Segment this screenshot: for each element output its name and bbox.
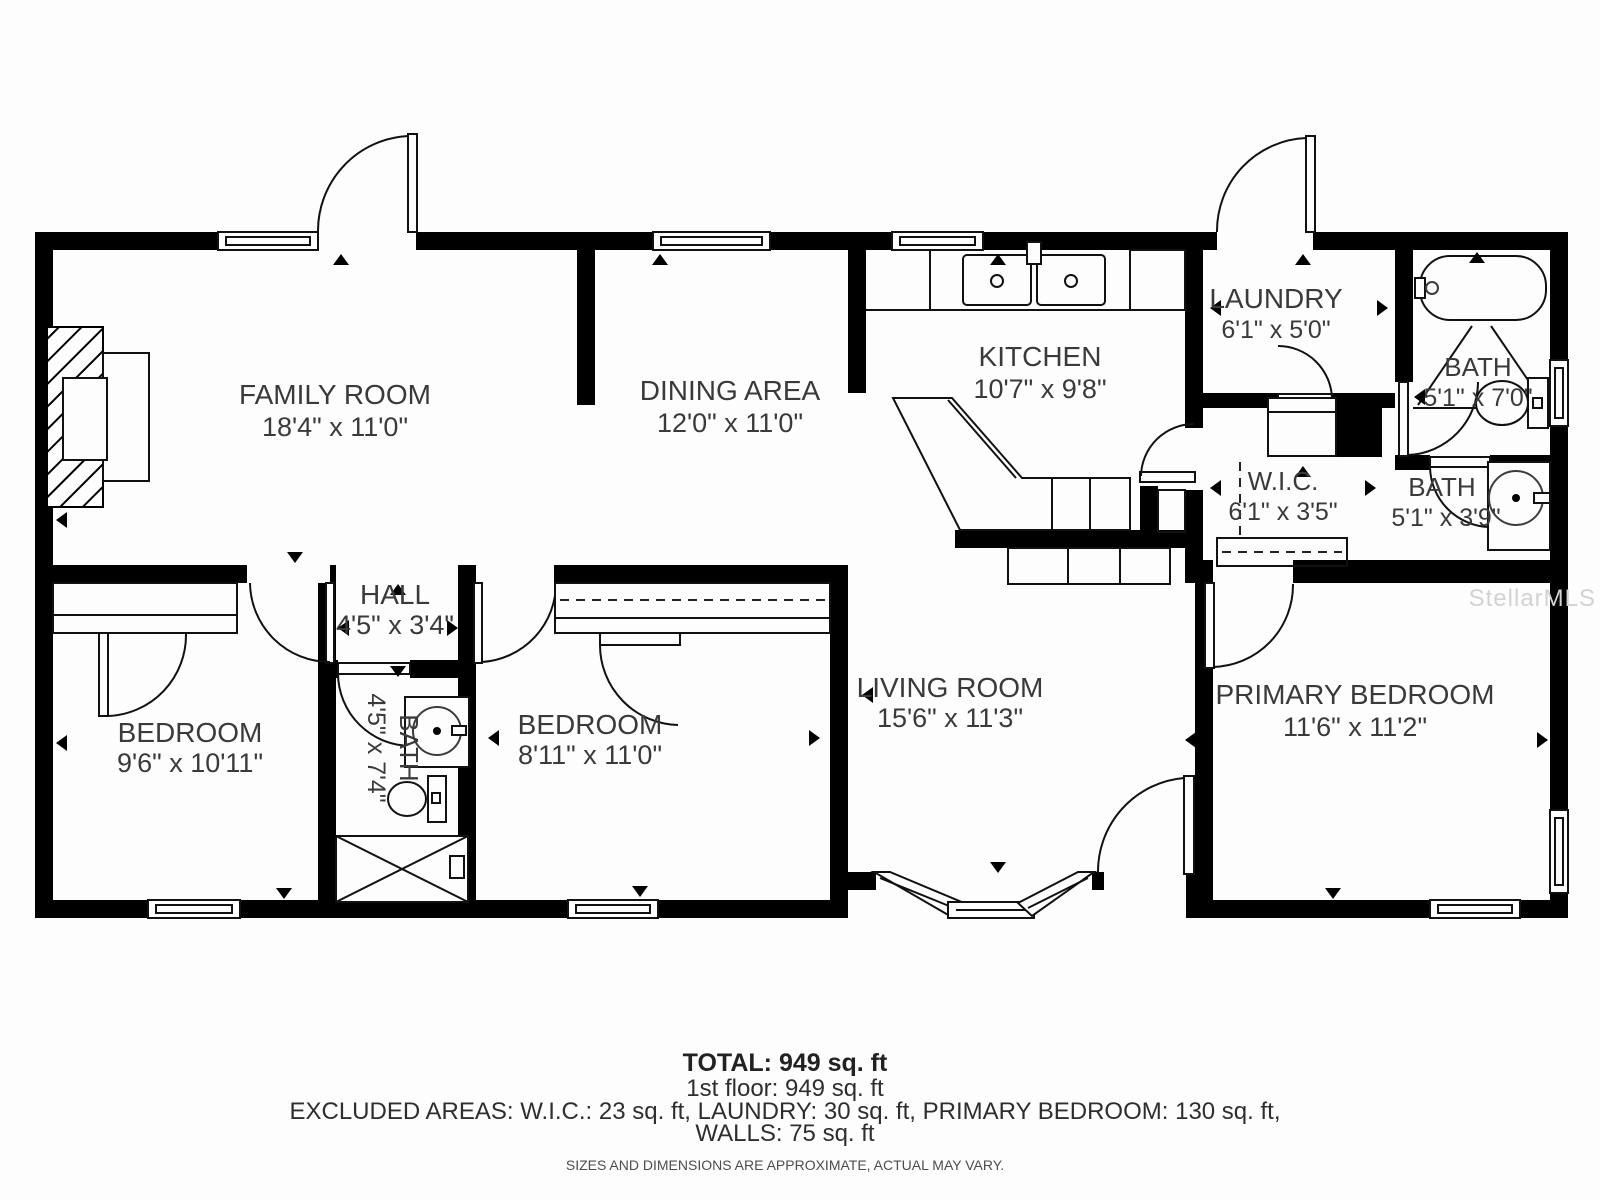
bedroom1-closet-door	[99, 633, 186, 716]
room-dims-kitchen: 10'7" x 9'8"	[973, 374, 1107, 404]
window	[653, 232, 770, 250]
summary-disclaimer: SIZES AND DIMENSIONS ARE APPROXIMATE, ACTUAL MAY VARY.	[565, 1157, 1005, 1173]
room-label-bath2: BATH	[1408, 472, 1476, 502]
room-dims-bath3: 4'5" x 7'4"	[362, 693, 390, 803]
primary-bedroom-door	[1205, 583, 1293, 668]
front-door	[318, 134, 417, 232]
window	[1430, 900, 1520, 918]
room-dims-bedroom1: 9'6" x 10'11"	[116, 748, 264, 778]
room-label-kitchen: KITCHEN	[978, 341, 1102, 372]
window	[148, 900, 240, 918]
summary-total: TOTAL: 949 sq. ft	[682, 1049, 888, 1077]
window	[892, 232, 983, 250]
washer-dryer-icon	[1268, 398, 1336, 456]
hall-bath-toilet-icon	[388, 776, 446, 822]
summary-block	[289, 1049, 1280, 1173]
window	[1550, 360, 1568, 426]
room-dims-bath2: 5'1" x 3'9"	[1391, 504, 1501, 532]
entry-door-laundry	[1217, 136, 1315, 232]
room-dims-bedroom2: 8'11" x 11'0"	[517, 740, 663, 770]
room-dims-family: 18'4" x 11'0"	[261, 412, 409, 442]
room-dims-laundry: 6'1" x 5'0"	[1221, 316, 1331, 344]
room-dims-bath1: 5'1" x 7'0"	[1423, 384, 1533, 412]
room-dims-living: 15'6" x 11'3"	[876, 703, 1024, 733]
room-label-dining: DINING AREA	[639, 375, 821, 406]
laundry-door	[1278, 346, 1333, 404]
bedroom2-door	[474, 583, 556, 663]
summary-excluded: EXCLUDED AREAS: W.I.C.: 23 sq. ft, LAUNDRY: 30 sq. ft, PRIMARY BEDROOM: 130 sq. ft,	[289, 1098, 1281, 1125]
window	[568, 900, 658, 918]
kitchen-sink-icon	[963, 242, 1105, 305]
fireplace-icon	[47, 327, 149, 507]
room-dims-wic: 6'1" x 3'5"	[1228, 498, 1338, 526]
room-dims-hall: 4'5" x 3'4"	[335, 610, 455, 640]
living-room-door	[1098, 776, 1194, 874]
room-dims-dining: 12'0" x 11'0"	[656, 408, 804, 438]
room-label-living: LIVING ROOM	[856, 672, 1044, 703]
window	[218, 232, 318, 250]
room-label-primary: PRIMARY BEDROOM	[1215, 679, 1495, 710]
room-label-bedroom1: BEDROOM	[117, 717, 263, 748]
room-label-bath1: BATH	[1444, 352, 1512, 382]
summary-floor1: 1st floor: 949 sq. ft	[686, 1075, 884, 1102]
watermark: StellarMLS	[1468, 585, 1596, 612]
room-label-bedroom2: BEDROOM	[517, 709, 663, 740]
room-label-family: FAMILY ROOM	[239, 379, 431, 410]
room-label-bath3: BATH	[394, 714, 424, 782]
shower-icon	[336, 836, 468, 902]
room-label-laundry: LAUNDRY	[1209, 283, 1343, 314]
summary-walls: WALLS: 75 sq. ft	[695, 1120, 875, 1147]
window	[1550, 810, 1568, 893]
room-label-wic: W.I.C.	[1247, 466, 1319, 496]
bedroom1-closet	[53, 583, 237, 633]
bedroom2-closet	[555, 583, 830, 633]
room-label-hall: HALL	[359, 579, 431, 610]
room-dims-primary: 11'6" x 11'2"	[1282, 712, 1428, 742]
